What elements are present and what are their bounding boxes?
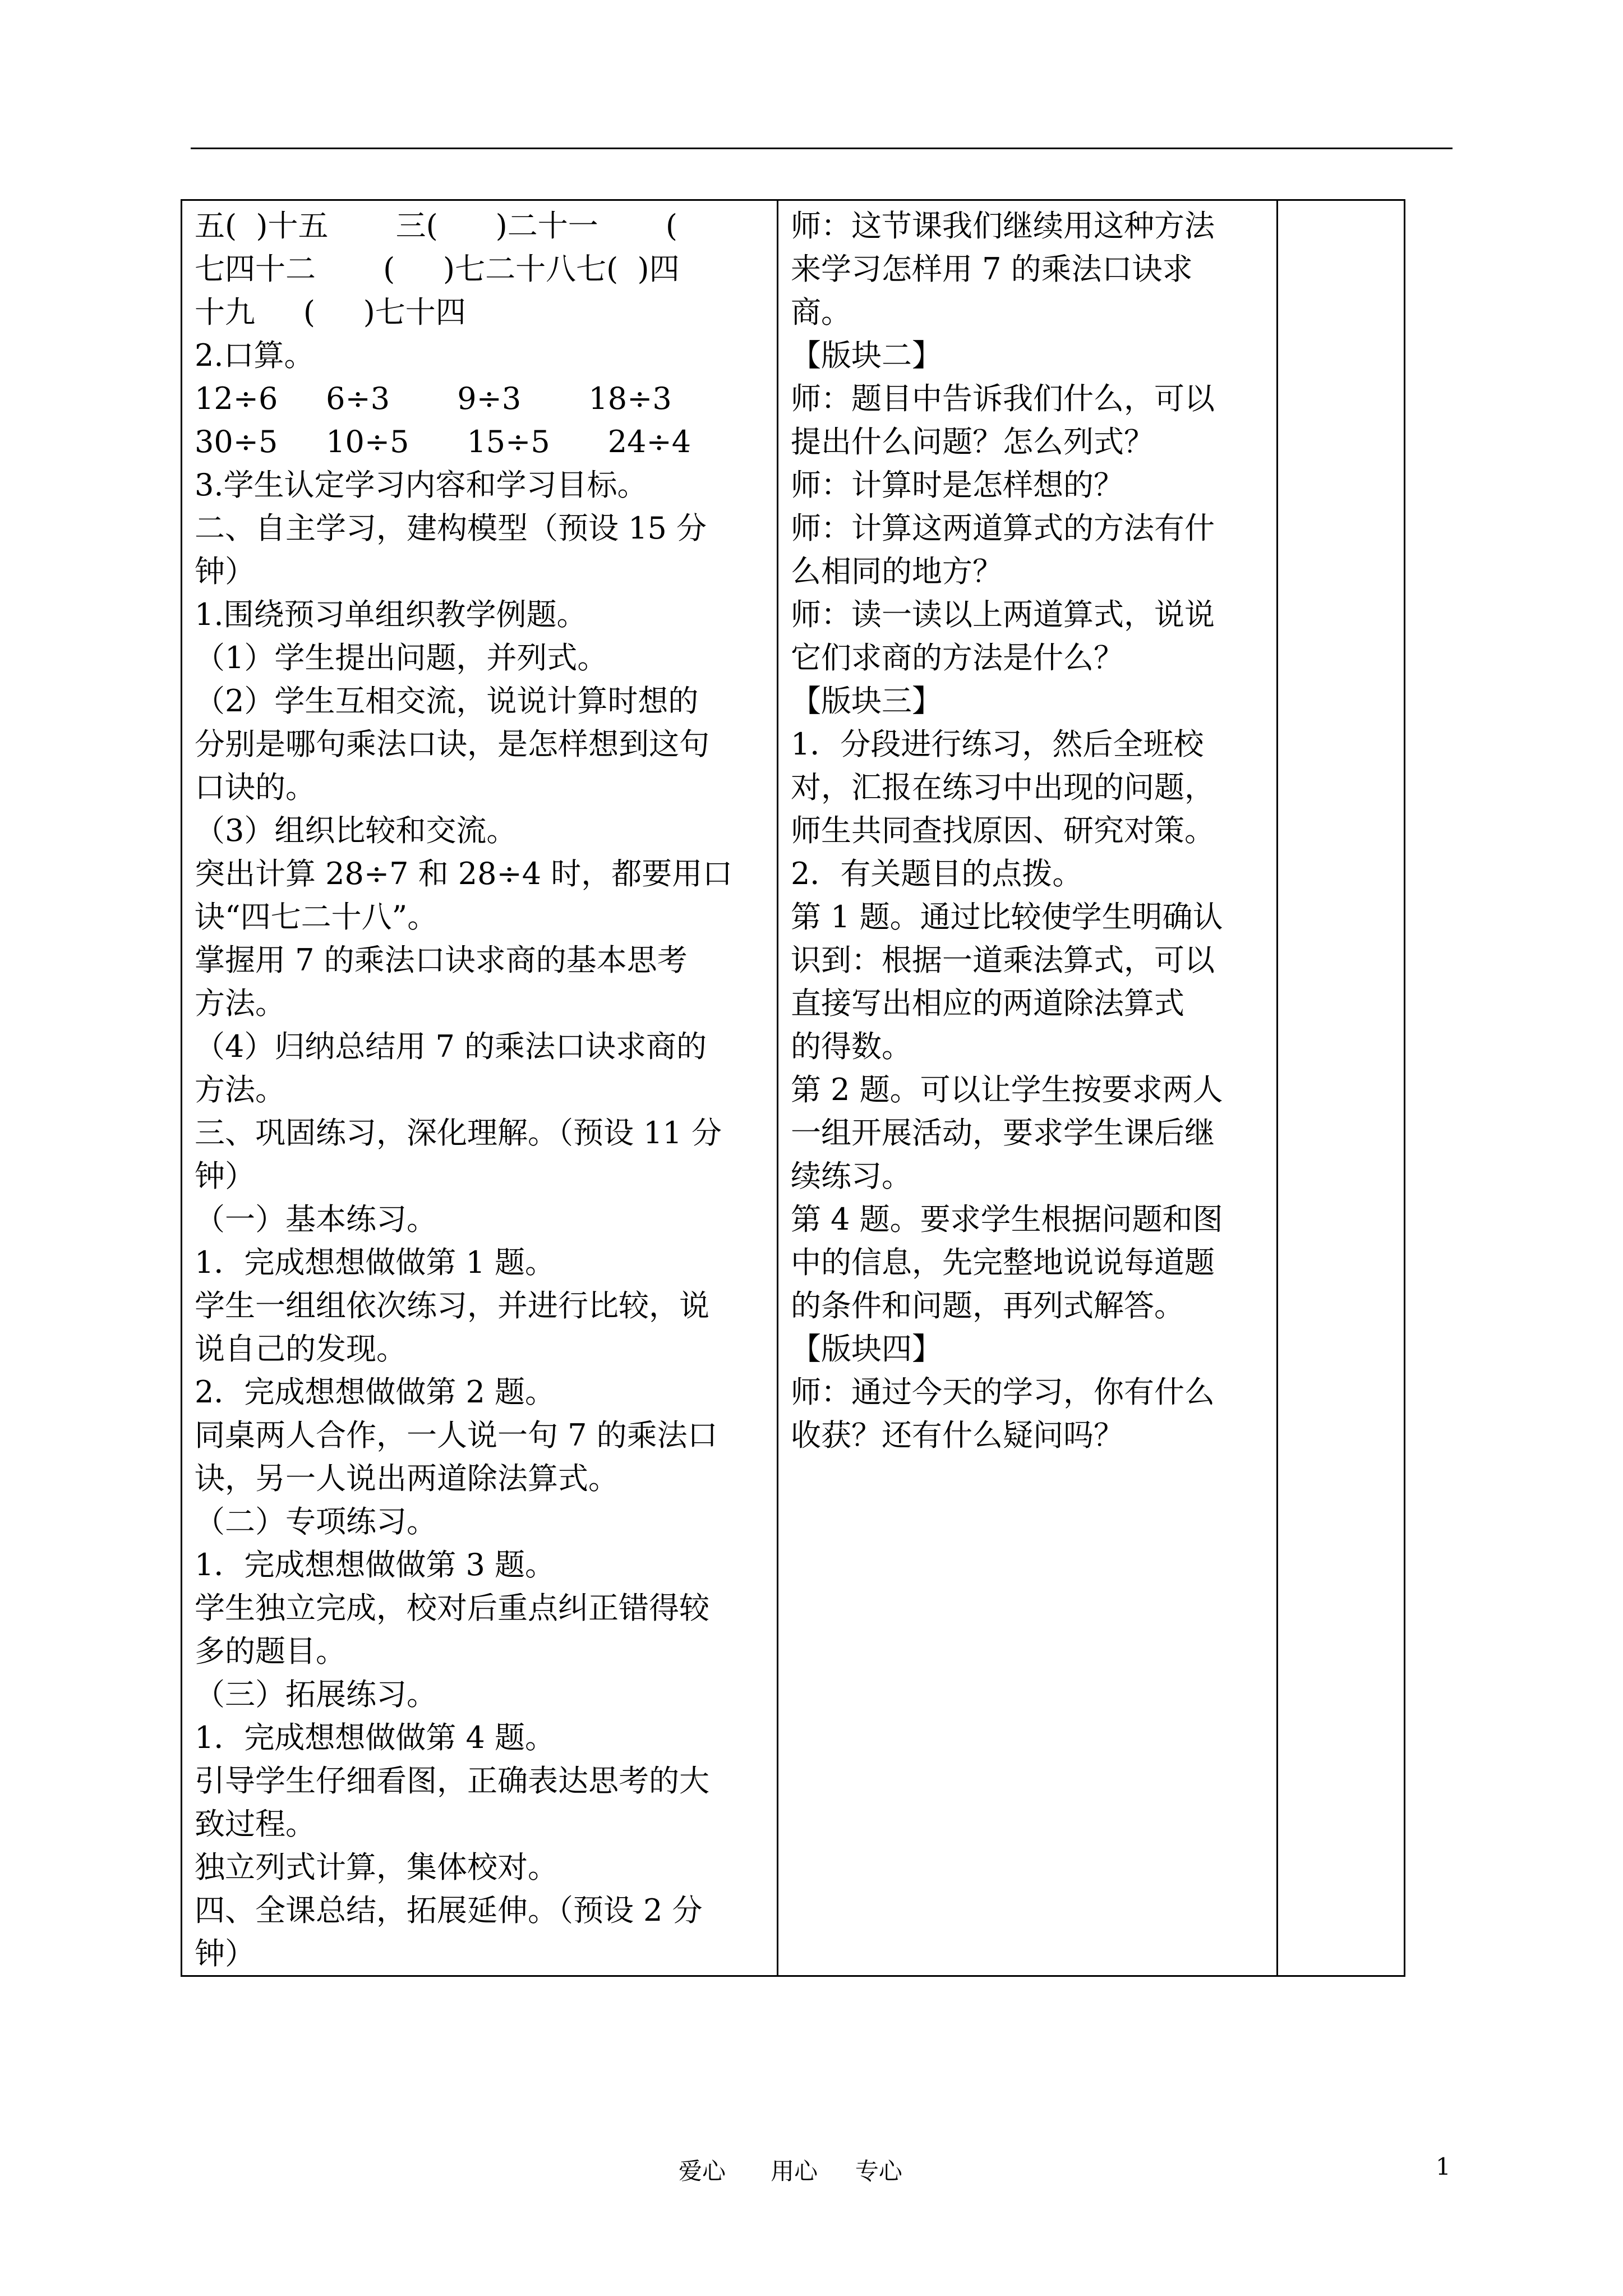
text-line: 突出计算 28÷7 和 28÷4 时，都要用口 (195, 856, 733, 891)
text-line: 【版块三】 (791, 683, 942, 719)
text-line: 么相同的地方？ (791, 554, 1003, 589)
footer-motto: 爱心 用心 专心 (679, 2157, 902, 2185)
text-line: 1．完成想想做做第 4 题。 (195, 1720, 556, 1755)
text-line: 2.口算。 (195, 338, 315, 373)
text-line: 第 4 题。要求学生根据问题和图 (791, 1202, 1223, 1237)
text-line: 识到：根据一道乘法算式，可以 (791, 942, 1215, 978)
text-line: 诀“四七二十八”。 (195, 899, 438, 935)
text-line: 第 2 题。可以让学生按要求两人 (791, 1072, 1223, 1107)
text-line: 钟） (195, 1936, 255, 1971)
text-line: 12÷6 6÷3 9÷3 18÷3 (195, 381, 672, 416)
text-line: 1．完成想想做做第 3 题。 (195, 1547, 556, 1582)
text-line: 方法。 (195, 1072, 285, 1107)
text-line: 2．完成想想做做第 2 题。 (195, 1374, 556, 1410)
text-line: 对，汇报在练习中出现的问题， (791, 770, 1215, 805)
text-line: 诀，另一人说出两道除法算式。 (195, 1461, 619, 1496)
text-line: 1．分段进行练习，然后全班校 (791, 726, 1204, 762)
text-line: 的得数。 (791, 1029, 912, 1064)
text-line: （三）拓展练习。 (195, 1677, 437, 1712)
text-line: 商。 (791, 295, 851, 330)
text-line: 【版块二】 (791, 338, 942, 373)
text-line: 分别是哪句乘法口诀，是怎样想到这句 (195, 726, 709, 762)
text-line: 二、自主学习，建构模型（预设 15 分 (195, 510, 707, 546)
text-line: 1.围绕预习单组织教学例题。 (195, 597, 587, 632)
text-line: 十九 ( )七十四 (195, 295, 466, 330)
text-line: 30÷5 10÷5 15÷5 24÷4 (195, 424, 691, 459)
text-line: 四、全课总结，拓展延伸。（预设 2 分 (195, 1893, 703, 1928)
text-line: 师：读一读以上两道算式，说说 (791, 597, 1215, 632)
text-line: （二）专项练习。 (195, 1504, 437, 1539)
text-line: 独立列式计算，集体校对。 (195, 1849, 558, 1885)
text-line: （一）基本练习。 (195, 1202, 437, 1237)
text-line: 师生共同查找原因、研究对策。 (791, 813, 1215, 848)
text-line: 五( )十五 三( )二十一 ( (195, 208, 677, 243)
text-line: 的条件和问题，再列式解答。 (791, 1288, 1184, 1323)
text-line: 2．有关题目的点拨。 (791, 856, 1083, 891)
text-line: 【版块四】 (791, 1331, 942, 1366)
text-line: （3）组织比较和交流。 (195, 813, 517, 848)
text-line: 提出什么问题？怎么列式？ (791, 424, 1154, 459)
notes-column (1278, 200, 1405, 1976)
text-line: 方法。 (195, 986, 285, 1021)
text-line: 中的信息，先完整地说说每道题 (791, 1245, 1215, 1280)
teacher-guidance-column (778, 200, 1278, 1976)
text-line: 三、巩固练习，深化理解。（预设 11 分 (195, 1115, 722, 1151)
text-line: 直接写出相应的两道除法算式 (791, 986, 1184, 1021)
text-line: 学生独立完成，校对后重点纠正错得较 (195, 1590, 709, 1626)
table-row (182, 200, 1405, 1976)
text-line: （4）归纳总结用 7 的乘法口诀求商的 (195, 1029, 707, 1064)
text-line: 师：题目中告诉我们什么，可以 (791, 381, 1215, 416)
text-line: 同桌两人合作，一人说一句 7 的乘法口 (195, 1418, 718, 1453)
text-line: 1．完成想想做做第 1 题。 (195, 1245, 556, 1280)
text-line: 它们求商的方法是什么？ (791, 640, 1124, 675)
text-line: 致过程。 (195, 1806, 316, 1842)
text-line: （2）学生互相交流，说说计算时想的 (195, 683, 699, 719)
text-line: 说自己的发现。 (195, 1331, 407, 1366)
text-line: 口诀的。 (195, 770, 316, 805)
text-line: 掌握用 7 的乘法口诀求商的基本思考 (195, 942, 688, 978)
lesson-plan-table (181, 199, 1405, 1977)
text-line: 来学习怎样用 7 的乘法口诀求 (791, 251, 1193, 287)
text-line: 第 1 题。通过比较使学生明确认 (791, 899, 1223, 935)
text-line: 钟） (195, 1158, 255, 1194)
text-line: 3.学生认定学习内容和学习目标。 (195, 467, 648, 503)
text-line: 师：通过今天的学习，你有什么 (791, 1374, 1215, 1410)
text-line: 续练习。 (791, 1158, 912, 1194)
text-line: 钟） (195, 554, 255, 589)
student-activity-column (182, 200, 778, 1976)
text-line: 师：计算时是怎样想的？ (791, 467, 1124, 503)
student-activity-text (195, 204, 769, 1975)
teacher-guidance-text (791, 204, 1269, 1457)
text-line: 引导学生仔细看图，正确表达思考的大 (195, 1763, 709, 1798)
text-line: 师：计算这两道算式的方法有什 (791, 510, 1215, 546)
text-line: 多的题目。 (195, 1634, 346, 1669)
text-line: 一组开展活动，要求学生课后继 (791, 1115, 1215, 1151)
header-rule (191, 148, 1453, 149)
text-line: 学生一组组依次练习，并进行比较，说 (195, 1288, 709, 1323)
text-line: 师：这节课我们继续用这种方法 (791, 208, 1215, 243)
text-line: 七四十二 ( )七二十八七( )四 (195, 251, 680, 287)
text-line: 收获？还有什么疑问吗？ (791, 1418, 1124, 1453)
text-line: （1）学生提出问题，并列式。 (195, 640, 608, 675)
page-number: 1 (1436, 2153, 1451, 2180)
